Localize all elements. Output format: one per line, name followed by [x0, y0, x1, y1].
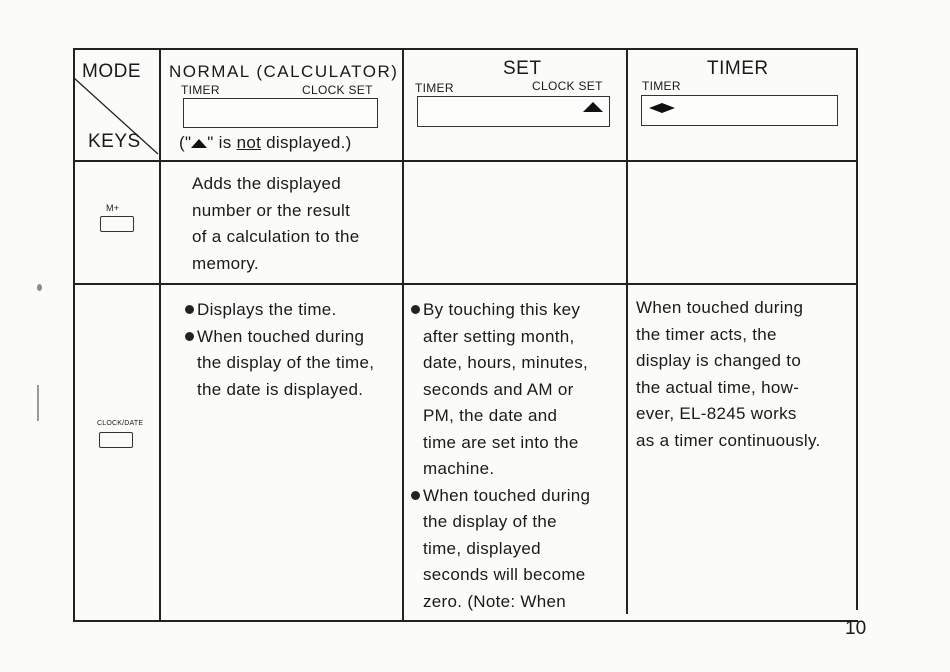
bullet-icon [411, 491, 420, 500]
normal-display-window [183, 98, 378, 128]
description-line: time, displayed [423, 538, 541, 558]
description-line: the actual time, how- [636, 377, 800, 397]
table-bottom-border [73, 620, 858, 622]
bullet-icon [185, 332, 194, 341]
description-line: display is changed to [636, 351, 802, 370]
description-line: date, hours, minutes, [423, 353, 589, 372]
bullet-icon [411, 305, 420, 314]
description-line: the display of the [423, 512, 557, 531]
description-line: zero. (Note: When [423, 591, 567, 611]
row-divider [73, 283, 858, 285]
timer-timer-label: TIMER [642, 79, 681, 93]
description-line: When touched during [636, 298, 804, 317]
triangle-indicator-icon [191, 139, 207, 148]
column-divider-2 [402, 48, 404, 622]
description-line: time are set into the [423, 432, 579, 452]
description-line: the timer acts, the [636, 324, 777, 344]
description-line: When touched during [423, 485, 591, 505]
m-plus-normal-description [192, 171, 360, 277]
m-plus-key [100, 216, 134, 232]
description-line: Adds the displayed [192, 174, 342, 193]
description-line: Displays the time. [197, 300, 337, 319]
description-line: memory. [192, 253, 259, 273]
set-timer-label: TIMER [415, 81, 454, 95]
set-clock-set-label: CLOCK SET [532, 79, 603, 93]
bullet-item [185, 297, 374, 324]
set-triangle-indicator-icon [583, 102, 603, 112]
scan-speck [37, 385, 39, 421]
bullet-item [411, 297, 590, 483]
triangle-note-open: (" [179, 133, 192, 152]
bullet-icon [185, 305, 194, 314]
set-mode-title: SET [503, 58, 542, 79]
description-line: seconds and AM or [423, 379, 574, 399]
bullet-item [411, 483, 590, 616]
normal-clock-set-label: CLOCK SET [302, 83, 373, 97]
triangle-note-mid: " is [207, 133, 237, 152]
mode-label: MODE [82, 61, 141, 82]
timer-diamond-indicator-icon [649, 103, 675, 113]
triangle-note-not: not [236, 133, 262, 152]
description-line: as a timer continuously. [636, 430, 821, 450]
table-right-border [856, 48, 858, 610]
clock-date-set-description [411, 297, 590, 615]
page-number: 10 [845, 618, 867, 639]
table-top-border [73, 48, 858, 50]
clock-date-timer-description [636, 295, 821, 454]
clock-date-key [99, 432, 133, 448]
keys-label: KEYS [88, 131, 141, 152]
triangle-note-end: displayed.) [261, 133, 352, 152]
description-line: the date is displayed. [197, 379, 364, 399]
description-line: When touched during [197, 326, 365, 346]
description-line: By touching this key [423, 300, 581, 319]
triangle-note [179, 133, 352, 153]
bullet-item [185, 324, 374, 404]
description-line: number or the result [192, 200, 351, 220]
m-plus-key-label: M+ [106, 203, 120, 213]
description-line: of a calculation to the [192, 227, 360, 246]
set-display-window [417, 96, 610, 127]
description-line: seconds will become [423, 565, 586, 584]
header-row-divider [73, 160, 858, 162]
description-line: after setting month, [423, 326, 575, 346]
column-divider-3 [626, 48, 628, 614]
normal-timer-label: TIMER [181, 83, 220, 97]
clock-date-key-label: CLOCK/DATE [97, 420, 144, 427]
normal-mode-title: NORMAL (CALCULATOR) [169, 62, 399, 81]
timer-mode-title: TIMER [707, 58, 769, 79]
description-line: ever, EL-8245 works [636, 404, 797, 423]
scan-speck [37, 284, 42, 291]
clock-date-normal-description [185, 297, 374, 403]
description-line: PM, the date and [423, 406, 558, 425]
description-line: the display of the time, [197, 353, 375, 372]
description-line: machine. [423, 459, 495, 478]
